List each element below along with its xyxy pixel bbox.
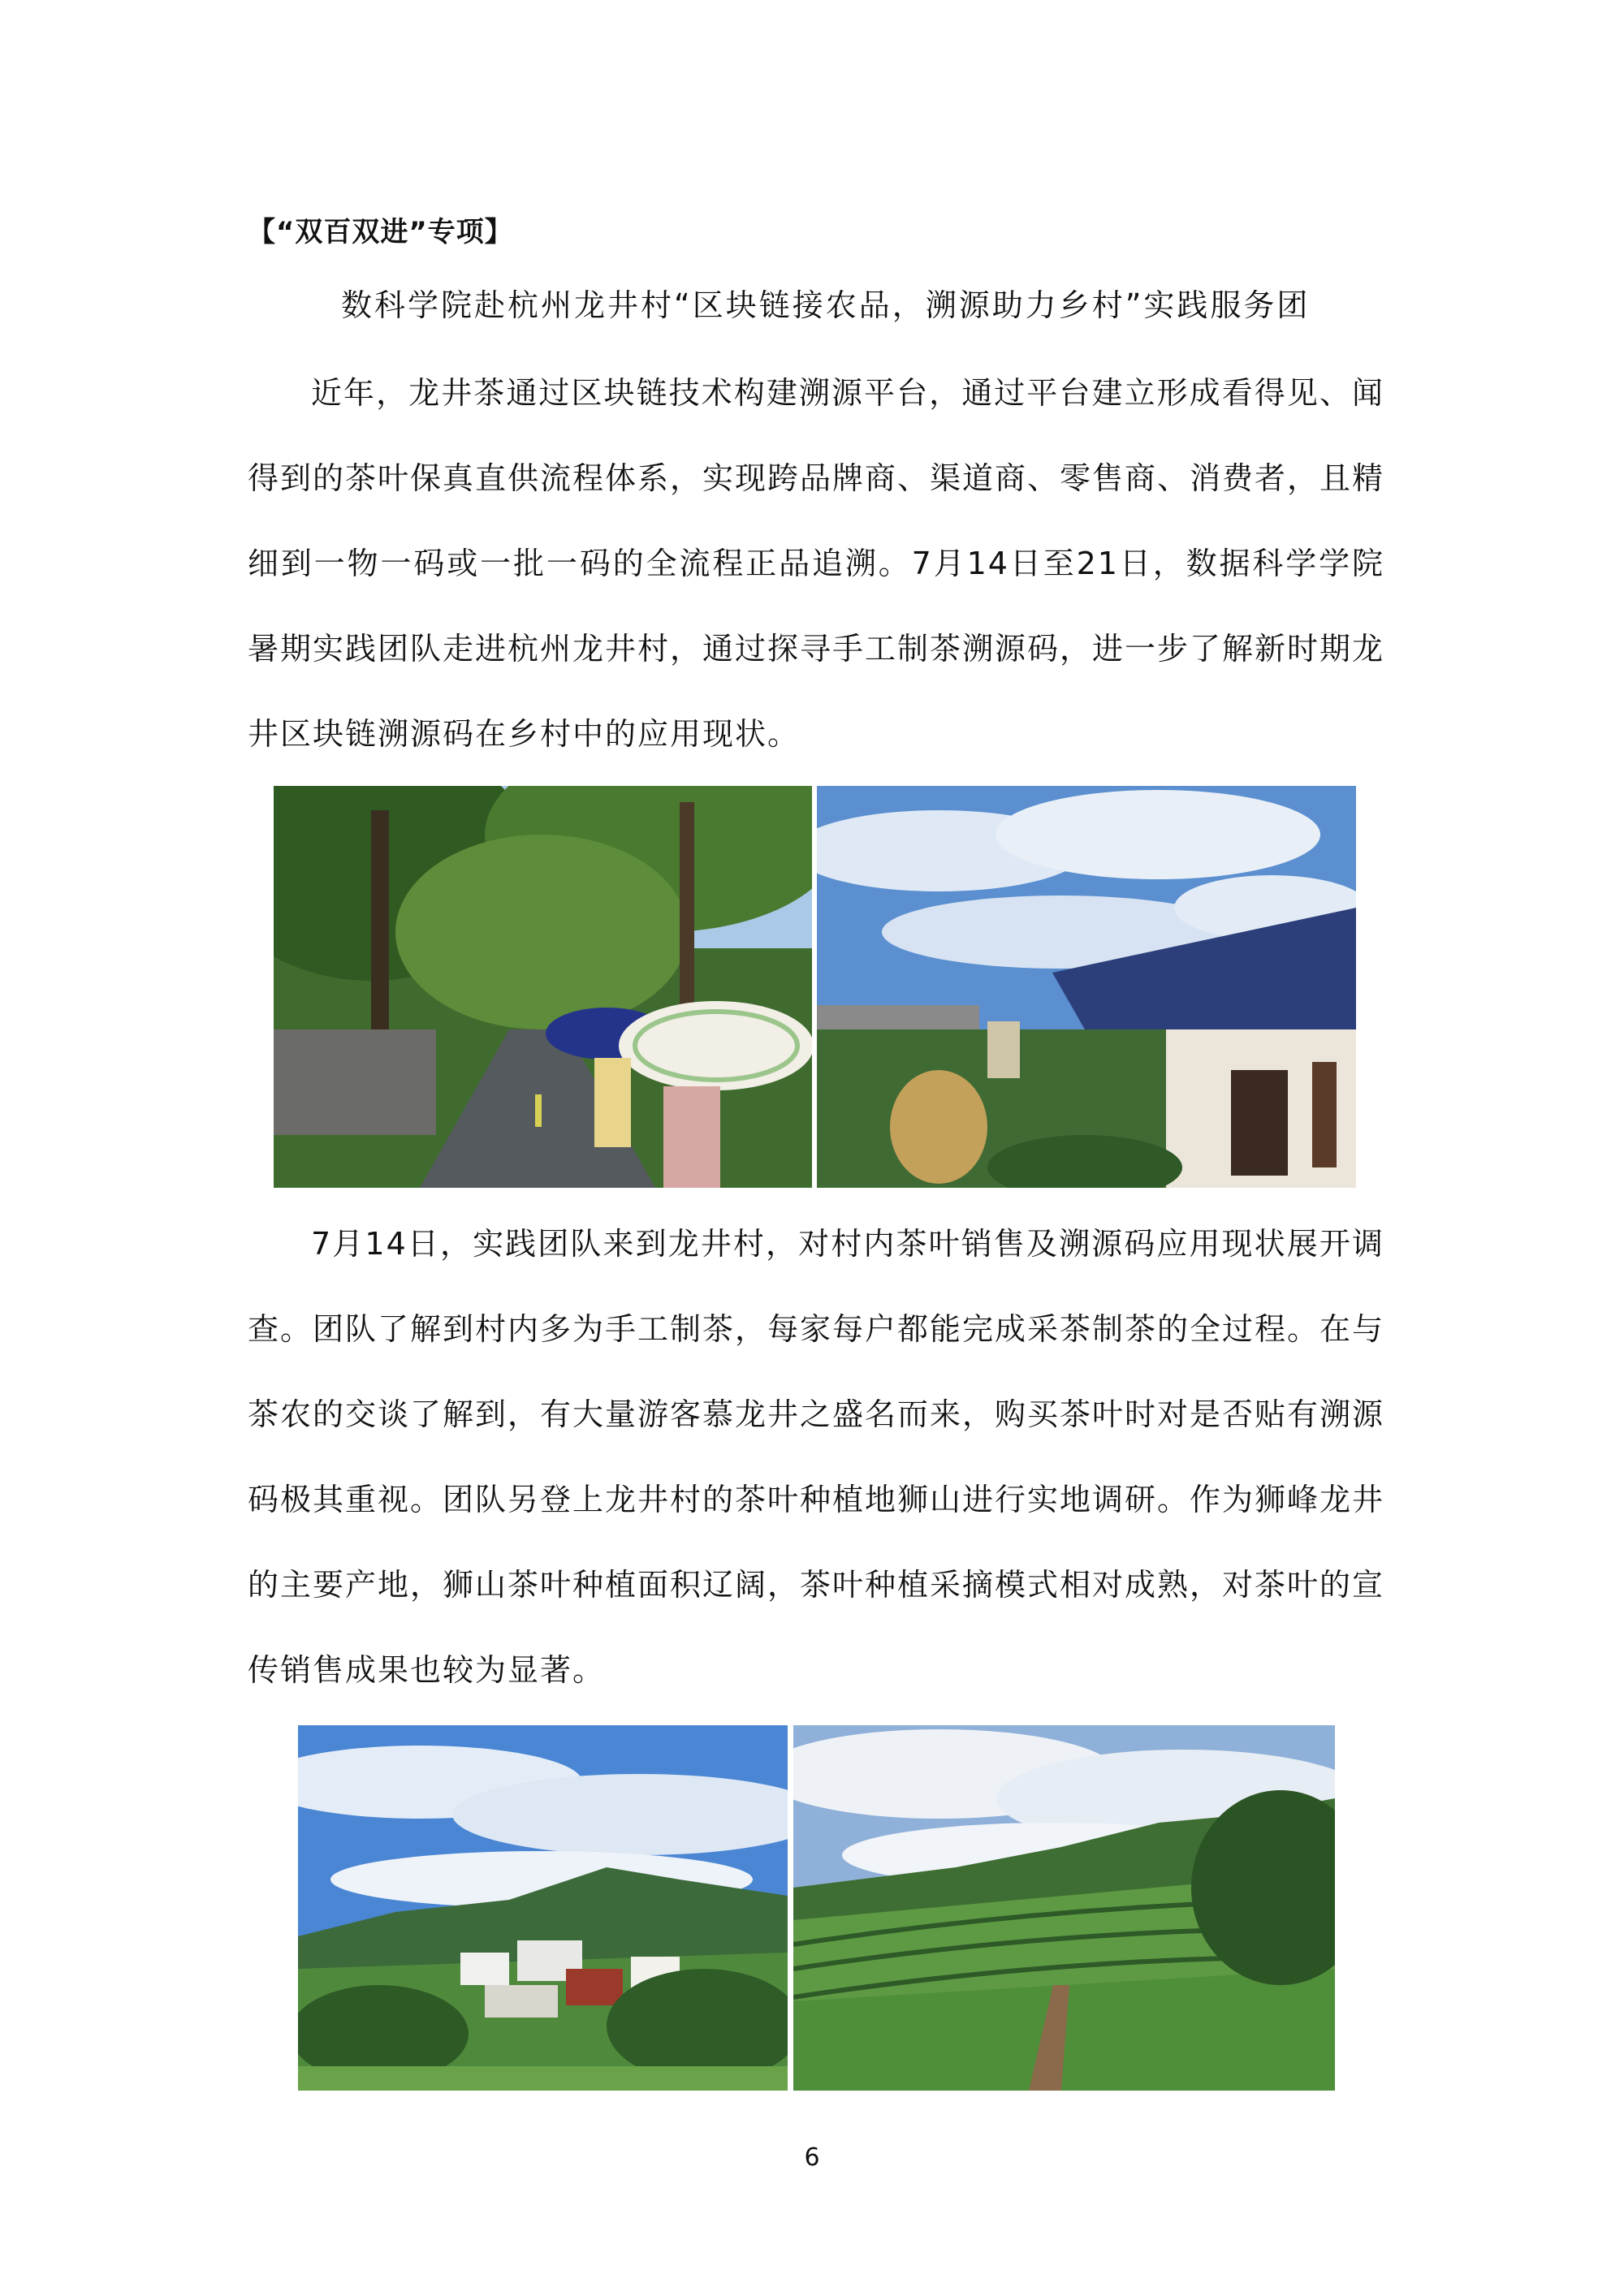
section-tag: 【“双百双进”专项】 [248,216,513,248]
photo-tea-terraces [793,1725,1335,2091]
paragraph-investigation: 7月14日，实践团队来到龙井村，对村内茶叶销售及溯源码应用现状展开调查。团队了解到村内多为手工制茶，每家每户都能完成采茶制茶的全过程。在与茶农的交谈了解到，有大量游客慕龙井之盛名而来，购买茶叶时对是否贴有溯源码极其重视。团队另登上龙井村的茶叶种植地狮山进行实地调研。作为狮峰龙井的主要产地，狮山茶叶种植面积辽阔，茶叶种植采摘模式相对成熟，对茶叶的宣传销售成果也较为显著。 [248,1226,1385,1688]
photo-village-hills [298,1725,788,2091]
page-number: 6 [804,2143,820,2172]
paragraph-intro: 近年，龙井茶通过区块链技术构建溯源平台，通过平台建立形成看得见、闻得到的茶叶保真直供流程体系，实现跨品牌商、渠道商、零售商、消费者，且精细到一物一码或一批一码的全流程正品追溯。7月14日至21日，数据科学学院暑期实践团队走进杭州龙井村，通过探寻手工制茶溯源码，进一步了解新时期龙井区块链溯源码在乡村中的应用现状。 [248,375,1385,752]
photo-tea-shop [817,786,1356,1188]
document-title: 数科学院赴杭州龙井村“区块链接农品，溯源助力乡村”实践服务团 [341,287,1311,323]
photo-village-road [274,786,812,1188]
